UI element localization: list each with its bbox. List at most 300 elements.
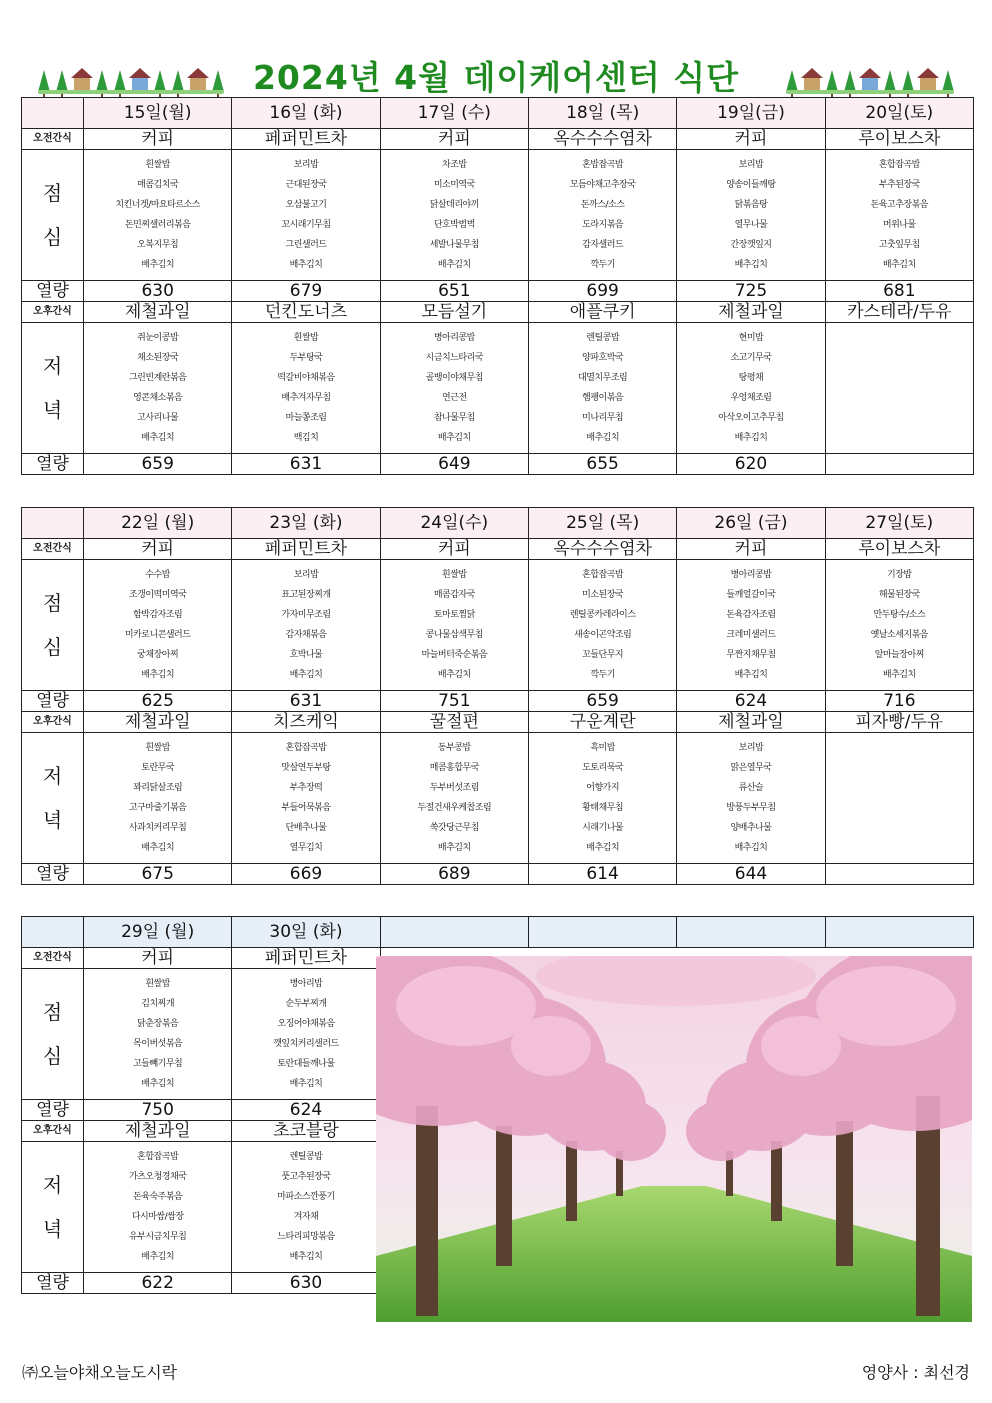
menu-item: 돈육숙주볶음 — [133, 1192, 183, 1202]
corner-cell — [22, 98, 84, 129]
menu-item: 크레미샐러드 — [726, 630, 776, 640]
dinner-label-char: 저 — [42, 1173, 63, 1197]
menu-item: 배추김치 — [734, 670, 768, 680]
menu-item: 해물된장국 — [878, 590, 920, 600]
menu-item: 기장밥 — [887, 570, 912, 580]
kcal-value: 625 — [84, 691, 232, 712]
menu-item: 풋고추된장국 — [281, 1172, 331, 1182]
lunch-cell — [84, 150, 232, 281]
am-snack-label: 오전간식 — [22, 948, 84, 969]
menu-item: 근대된장국 — [285, 180, 327, 190]
lunch-label — [22, 969, 84, 1100]
kcal-value: 631 — [232, 454, 380, 475]
menu-item: 다시마쌈/쌈장 — [131, 1212, 184, 1222]
pm-snack-cell: 카스테라/두유 — [825, 302, 973, 323]
menu-item: 흰쌀밥 — [145, 743, 170, 753]
menu-item: 병아리콩밥 — [730, 570, 772, 580]
menu-item: 양파호박국 — [582, 353, 624, 363]
menu-item: 백김치 — [293, 433, 319, 443]
menu-item: 어향가지 — [586, 783, 620, 793]
menu-item: 세발나물무침 — [429, 240, 479, 250]
menu-item: 흰쌀밥 — [293, 333, 319, 343]
menu-item: 치킨너겟/마요타르소스 — [115, 200, 200, 210]
dinner-cell — [84, 733, 232, 864]
lunch-label-char: 점 — [42, 181, 63, 205]
kcal-value: 750 — [84, 1100, 232, 1121]
menu-item: 궁채장아찌 — [137, 650, 179, 660]
corner-cell — [22, 917, 84, 948]
kcal-value: 620 — [677, 454, 825, 475]
menu-item: 돈육고추장볶음 — [870, 200, 928, 210]
am-snack-cell: 옥수수수염차 — [528, 129, 676, 150]
menu-item: 두부탕국 — [289, 353, 323, 363]
lunch-label — [22, 150, 84, 281]
menu-item: 동부콩밥 — [437, 743, 471, 753]
pm-snack-cell: 제철과일 — [677, 302, 825, 323]
lunch-cell — [84, 560, 232, 691]
menu-item: 열무김치 — [289, 843, 323, 853]
menu-item: 김치찌개 — [141, 999, 175, 1009]
lunch-cell — [677, 150, 825, 281]
lunch-label — [22, 560, 84, 691]
dinner-cell — [528, 733, 676, 864]
dinner-label — [22, 733, 84, 864]
tree-icon — [884, 70, 896, 92]
dinner-cell — [232, 323, 380, 454]
pm-snack-label: 오후간식 — [22, 1121, 84, 1142]
menu-item: 양배추나물 — [730, 823, 772, 833]
menu-item: 렌틸콩밥 — [289, 1152, 323, 1162]
pm-snack-label: 오후간식 — [22, 712, 84, 733]
menu-item: 배추겨자무침 — [281, 393, 331, 403]
lunch-label-char: 점 — [42, 1000, 63, 1024]
menu-item: 혼합잡곡밥 — [285, 743, 327, 753]
lunch-cell — [528, 150, 676, 281]
menu-item: 배추김치 — [289, 1079, 323, 1089]
lunch-label-char: 심 — [42, 1044, 63, 1068]
menu-item: 배추김치 — [437, 843, 471, 853]
company-name: ㈜오늘야채오늘도시락 — [22, 1363, 178, 1382]
kcal-value: 681 — [825, 281, 973, 302]
menu-item: 그린빈계란볶음 — [128, 373, 187, 383]
menu-item: 배추김치 — [734, 433, 768, 443]
menu-item: 맑은열무국 — [730, 763, 772, 773]
am-snack-cell: 커피 — [380, 539, 528, 560]
kcal-value: 725 — [677, 281, 825, 302]
menu-item: 두절건새우케찹조림 — [417, 803, 492, 813]
dinner-cell — [677, 323, 825, 454]
tree-icon — [786, 70, 798, 92]
pm-snack-cell: 모듬설기 — [380, 302, 528, 323]
empty-day-header — [825, 917, 973, 948]
menu-item: 깍두기 — [590, 670, 615, 680]
menu-item: 부들어묵볶음 — [281, 803, 331, 813]
menu-item: 배추김치 — [141, 1079, 175, 1089]
kcal-value: 659 — [528, 691, 676, 712]
tree-icon — [826, 70, 838, 92]
menu-item: 병아리밥 — [289, 979, 323, 989]
day-header: 22일 (월) — [84, 508, 232, 539]
menu-item: 조갱이떡미역국 — [128, 590, 187, 600]
menu-item: 오징어야채볶음 — [277, 1019, 335, 1029]
menu-item: 가츠오청경채국 — [128, 1172, 187, 1182]
am-snack-cell: 루이보스차 — [825, 129, 973, 150]
lunch-cell — [528, 560, 676, 691]
menu-item: 시금치느타리국 — [425, 353, 483, 363]
menu-item: 떡갈비야채볶음 — [277, 373, 335, 383]
menu-item: 새송이곤약조림 — [573, 630, 632, 640]
menu-item: 골뱅이야채무침 — [425, 373, 483, 383]
lunch-cell — [677, 560, 825, 691]
menu-item: 우엉채조림 — [730, 393, 772, 403]
menu-item: 머위나물 — [882, 220, 916, 230]
menu-item: 영콘채소볶음 — [133, 393, 183, 403]
day-header: 29일 (월) — [84, 917, 232, 948]
menu-item: 혼합잡곡밥 — [878, 160, 920, 170]
dinner-label — [22, 1142, 84, 1273]
menu-item: 배추김치 — [289, 670, 323, 680]
dinner-cell — [232, 733, 380, 864]
menu-item: 도토리묵국 — [582, 763, 624, 773]
menu-item: 감자채볶음 — [285, 630, 327, 640]
pm-snack-cell: 제철과일 — [84, 712, 232, 733]
menu-item: 렌틸콩밥 — [586, 333, 620, 343]
am-snack-cell: 커피 — [84, 948, 232, 969]
kcal-value: 651 — [380, 281, 528, 302]
menu-item: 고들빼기무침 — [133, 1059, 183, 1069]
day-header: 15일(월) — [84, 98, 232, 129]
empty-day-header — [528, 917, 676, 948]
menu-item: 깍두기 — [590, 260, 615, 270]
pm-snack-cell: 던킨도너츠 — [232, 302, 380, 323]
pm-snack-cell: 초코블랑 — [232, 1121, 380, 1142]
menu-item: 가자미무조림 — [281, 610, 331, 620]
pm-snack-cell: 구운계란 — [528, 712, 676, 733]
lunch-cell — [232, 969, 380, 1100]
am-snack-cell: 커피 — [380, 129, 528, 150]
kcal-value — [825, 454, 973, 475]
menu-item: 부추장떡 — [289, 783, 323, 793]
day-header: 23일 (화) — [232, 508, 380, 539]
menu-item: 오복지무침 — [137, 240, 179, 250]
menu-item: 수수밥 — [145, 570, 170, 580]
am-snack-cell: 페퍼민트차 — [232, 948, 380, 969]
cherry-blossom-photo — [376, 956, 972, 1322]
menu-item: 그린샐러드 — [285, 240, 327, 250]
am-snack-label: 오전간식 — [22, 539, 84, 560]
menu-item: 알마늘장아찌 — [874, 650, 924, 660]
menu-item: 연근전 — [442, 393, 467, 403]
menu-item: 꽈리닭살조림 — [133, 783, 183, 793]
tree-icon — [844, 70, 856, 92]
am-snack-cell: 커피 — [677, 539, 825, 560]
menu-item: 쑥갓당근무침 — [429, 823, 479, 833]
menu-item: 표고된장찌개 — [281, 590, 331, 600]
menu-item: 마늘쫑조림 — [285, 413, 327, 423]
kcal-value: 624 — [677, 691, 825, 712]
menu-item: 햄팽이볶음 — [582, 393, 624, 403]
menu-item: 닭춘장볶음 — [137, 1019, 179, 1029]
menu-item: 닭살데리야끼 — [429, 200, 479, 210]
am-snack-cell: 옥수수수염차 — [528, 539, 676, 560]
week-table — [21, 507, 974, 885]
menu-item: 배추김치 — [289, 260, 323, 270]
pm-snack-cell: 제철과일 — [677, 712, 825, 733]
menu-item: 미카로니콘샐러드 — [124, 630, 191, 640]
day-header: 16일 (화) — [232, 98, 380, 129]
menu-item: 보리밥 — [738, 160, 764, 170]
tree-icon — [942, 70, 954, 92]
kcal-value: 622 — [84, 1273, 232, 1294]
am-snack-cell: 커피 — [84, 539, 232, 560]
menu-item: 느타리피망볶음 — [277, 1232, 335, 1242]
kcal-value: 655 — [528, 454, 676, 475]
menu-item: 감자샐러드 — [582, 240, 624, 250]
kcal-label: 열량 — [22, 691, 84, 712]
pm-snack-cell: 꿀절편 — [380, 712, 528, 733]
day-header: 20일(토) — [825, 98, 973, 129]
menu-item: 탕평채 — [738, 373, 764, 383]
menu-item: 차조밥 — [442, 160, 467, 170]
corner-cell — [22, 508, 84, 539]
menu-item: 토란무국 — [141, 763, 175, 773]
dinner-label-char: 저 — [42, 354, 63, 378]
day-header: 27일(토) — [825, 508, 973, 539]
menu-item: 배추김치 — [586, 843, 620, 853]
kcal-value: 649 — [380, 454, 528, 475]
pm-snack-label: 오후간식 — [22, 302, 84, 323]
kcal-value: 624 — [232, 1100, 380, 1121]
kcal-value: 614 — [528, 864, 676, 885]
menu-item: 배추김치 — [586, 433, 620, 443]
menu-item: 부추된장국 — [878, 180, 920, 190]
menu-item: 매콤감자국 — [433, 590, 475, 600]
kcal-value: 679 — [232, 281, 380, 302]
am-snack-cell: 페퍼민트차 — [232, 129, 380, 150]
menu-item: 배추김치 — [141, 670, 175, 680]
dinner-label — [22, 323, 84, 454]
menu-item: 마늘버터죽순볶음 — [421, 650, 488, 660]
lunch-label-char: 심 — [42, 225, 63, 249]
menu-item: 혼밥잡곡밥 — [582, 160, 624, 170]
menu-item: 고구마줄기볶음 — [128, 803, 187, 813]
week-table — [21, 97, 974, 475]
dinner-label-char: 녁 — [42, 398, 63, 422]
menu-item: 목이버섯볶음 — [133, 1039, 183, 1049]
pm-snack-cell: 피자빵/두유 — [825, 712, 973, 733]
menu-item: 깻잎치커리샐러드 — [273, 1039, 339, 1049]
menu-item: 순두부찌개 — [285, 999, 327, 1009]
am-snack-cell: 페퍼민트차 — [232, 539, 380, 560]
lunch-label-char: 심 — [42, 635, 63, 659]
lunch-cell — [232, 150, 380, 281]
dietitian-name: 영양사 : 최선경 — [861, 1363, 970, 1382]
day-header: 17일 (수) — [380, 98, 528, 129]
day-header: 19일(금) — [677, 98, 825, 129]
menu-item: 단배추나물 — [285, 823, 327, 833]
empty-day-header — [380, 917, 528, 948]
pm-snack-cell: 애플쿠키 — [528, 302, 676, 323]
day-header: 26일 (금) — [677, 508, 825, 539]
menu-item: 만두탕수/소스 — [873, 610, 926, 620]
menu-item: 혼합잡곡밥 — [137, 1152, 179, 1162]
kcal-label: 열량 — [22, 864, 84, 885]
dinner-cell — [677, 733, 825, 864]
menu-item: 배추김치 — [141, 1252, 175, 1262]
menu-item: 콩나물삼색무침 — [425, 630, 483, 640]
menu-item: 흰쌀밥 — [145, 979, 170, 989]
day-header: 18일 (목) — [528, 98, 676, 129]
dinner-label-char: 녁 — [42, 1217, 63, 1241]
kcal-label: 열량 — [22, 454, 84, 475]
menu-item: 도라지볶음 — [582, 220, 624, 230]
dinner-cell — [84, 323, 232, 454]
village-decoration-right — [786, 56, 954, 92]
lunch-cell — [380, 560, 528, 691]
menu-item: 보리밥 — [293, 160, 319, 170]
lunch-cell — [380, 150, 528, 281]
menu-item: 흰쌀밥 — [442, 570, 467, 580]
menu-item: 옛날소세지볶음 — [870, 630, 928, 640]
menu-item: 혼합잡곡밥 — [582, 570, 624, 580]
menu-item: 모듬야채고추장국 — [569, 180, 636, 190]
dinner-cell — [232, 1142, 380, 1273]
menu-item: 렌틸콩카레라이스 — [569, 610, 636, 620]
menu-item: 배추김치 — [734, 843, 768, 853]
kcal-label: 열량 — [22, 1273, 84, 1294]
page-title: 2024년 4월 데이케어센터 식단 — [252, 58, 740, 97]
menu-item: 현미밥 — [738, 333, 764, 343]
dinner-cell — [84, 1142, 232, 1273]
kcal-value: 699 — [528, 281, 676, 302]
cherry-blossom-illustration — [376, 956, 972, 1322]
menu-item: 무짠지채무침 — [726, 650, 776, 660]
menu-item: 보리밥 — [738, 743, 764, 753]
kcal-value: 631 — [232, 691, 380, 712]
menu-item: 배추김치 — [437, 670, 471, 680]
dinner-cell — [380, 323, 528, 454]
dinner-cell — [380, 733, 528, 864]
menu-item: 매콤홍합무국 — [429, 763, 479, 773]
menu-item: 아삭오이고추무침 — [718, 413, 784, 423]
menu-item: 마파소스깐풍기 — [277, 1192, 335, 1202]
menu-item: 방풍두부무침 — [726, 803, 776, 813]
kcal-value: 659 — [84, 454, 232, 475]
menu-item: 사과치커리무침 — [128, 823, 187, 833]
menu-item: 대멸치무조림 — [578, 373, 628, 383]
menu-item: 황태채무침 — [582, 803, 624, 813]
empty-day-header — [677, 917, 825, 948]
menu-item: 고춧잎무침 — [878, 240, 920, 250]
menu-item: 닭볶음탕 — [734, 200, 768, 210]
kcal-value — [825, 864, 973, 885]
pm-snack-cell: 치즈케익 — [232, 712, 380, 733]
am-snack-cell: 커피 — [677, 129, 825, 150]
menu-item: 배추김치 — [437, 260, 471, 270]
menu-item: 돈육감자조림 — [726, 610, 776, 620]
dinner-cell — [528, 323, 676, 454]
menu-item: 미소된장국 — [582, 590, 624, 600]
menu-item: 겨자채 — [293, 1212, 319, 1222]
menu-item: 배추김치 — [437, 433, 471, 443]
menu-item: 간장깻잎지 — [730, 240, 772, 250]
lunch-label-char: 점 — [42, 591, 63, 615]
lunch-cell — [825, 150, 973, 281]
menu-item: 흑미밥 — [590, 743, 615, 753]
menu-item: 참나물무침 — [433, 413, 475, 423]
kcal-value: 751 — [380, 691, 528, 712]
menu-item: 돈까스/소스 — [580, 200, 625, 210]
kcal-value: 669 — [232, 864, 380, 885]
menu-item: 매콤김치국 — [137, 180, 179, 190]
menu-item: 들깨얼갈이국 — [726, 590, 776, 600]
kcal-value: 630 — [232, 1273, 380, 1294]
menu-item: 돈민찌샐러리볶음 — [124, 220, 191, 230]
dinner-label-char: 녁 — [42, 808, 63, 832]
dinner-cell — [825, 323, 973, 454]
menu-item: 배추김치 — [141, 843, 175, 853]
pm-snack-cell: 제철과일 — [84, 1121, 232, 1142]
menu-item: 시래기나물 — [582, 823, 624, 833]
menu-item: 맛살연두부탕 — [281, 763, 331, 773]
kcal-label: 열량 — [22, 281, 84, 302]
menu-item: 양송이들깨탕 — [726, 180, 776, 190]
menu-item: 병아리콩밥 — [433, 333, 475, 343]
menu-item: 배추김치 — [882, 670, 916, 680]
day-header: 24일(수) — [380, 508, 528, 539]
menu-item: 단호박범벅 — [433, 220, 475, 230]
kcal-value: 675 — [84, 864, 232, 885]
pm-snack-cell: 제철과일 — [84, 302, 232, 323]
menu-item: 배추김치 — [289, 1252, 323, 1262]
menu-item: 배추김치 — [734, 260, 768, 270]
menu-item: 두부버섯조림 — [429, 783, 479, 793]
menu-item: 꼬들단무지 — [582, 650, 624, 660]
tree-icon — [902, 70, 914, 92]
kcal-label: 열량 — [22, 1100, 84, 1121]
menu-item: 소고기무국 — [730, 353, 772, 363]
menu-item: 배추김치 — [141, 260, 175, 270]
kcal-value: 689 — [380, 864, 528, 885]
menu-item: 류산슬 — [738, 783, 764, 793]
lunch-cell — [232, 560, 380, 691]
menu-item: 토마토찜닭 — [433, 610, 475, 620]
menu-item: 호박나물 — [289, 650, 323, 660]
menu-item: 유부시금치무침 — [128, 1232, 187, 1242]
menu-item: 꼬시래기무침 — [281, 220, 331, 230]
menu-item: 토란대들깨나물 — [277, 1059, 335, 1069]
kcal-value: 644 — [677, 864, 825, 885]
menu-item: 채소된장국 — [137, 353, 179, 363]
menu-item: 미소미역국 — [433, 180, 475, 190]
menu-item: 열무나물 — [734, 220, 768, 230]
lunch-cell — [84, 969, 232, 1100]
day-header: 30일 (화) — [232, 917, 380, 948]
kcal-value: 716 — [825, 691, 973, 712]
menu-item: 쥐눈이콩밥 — [137, 333, 179, 343]
menu-item: 흰쌀밥 — [145, 160, 170, 170]
menu-item: 미나리무침 — [582, 413, 624, 423]
menu-item: 보리밥 — [293, 570, 319, 580]
menu-item: 고사리나물 — [137, 413, 179, 423]
menu-item: 배추김치 — [141, 433, 175, 443]
title-bar — [20, 48, 972, 98]
kcal-value: 630 — [84, 281, 232, 302]
am-snack-cell: 커피 — [84, 129, 232, 150]
menu-item: 오삼불고기 — [285, 200, 327, 210]
dinner-label-char: 저 — [42, 764, 63, 788]
menu-item: 배추김치 — [882, 260, 916, 270]
